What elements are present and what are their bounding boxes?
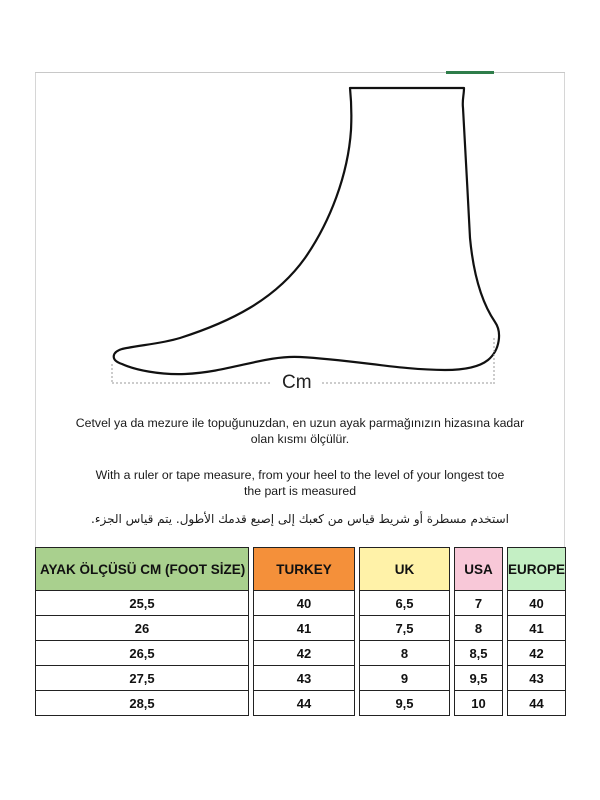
table-row [36, 641, 566, 666]
instruction-turkish-line-1: Cetvel ya da mezure ile topuğunuzdan, en uzun ayak parmağınızın hizasına kadar [75, 416, 525, 430]
cell-turkey: 43 [254, 666, 355, 691]
instruction-english [60, 467, 540, 499]
instruction-english-line-1: With a ruler or tape measure, from your heel to the level of your longest toe [95, 468, 505, 482]
table-row [36, 591, 566, 616]
cell-turkey: 44 [254, 691, 355, 716]
cell-usa: 9,5 [455, 666, 503, 691]
table-header-row [36, 548, 566, 591]
cell-europe: 40 [508, 591, 566, 616]
size-conversion-table [35, 547, 566, 716]
table-row [36, 666, 566, 691]
header-usa: USA [455, 548, 503, 591]
cell-turkey: 41 [254, 616, 355, 641]
header-uk: UK [360, 548, 450, 591]
instruction-turkish [60, 415, 540, 447]
cell-uk: 6,5 [360, 591, 450, 616]
header-foot-size: AYAK ÖLÇÜSÜ CM (FOOT SİZE) [36, 548, 249, 591]
cell-foot-cm: 26 [36, 616, 249, 641]
cell-uk: 7,5 [360, 616, 450, 641]
instruction-arabic: استخدم مسطرة أو شريط قياس من كعبك إلى إصبع قدمك الأطول. يتم قياس الجزء. [91, 512, 509, 526]
foot-outline-icon [114, 88, 499, 374]
cell-europe: 42 [508, 641, 566, 666]
cell-turkey: 40 [254, 591, 355, 616]
cell-usa: 7 [455, 591, 503, 616]
cell-usa: 8,5 [455, 641, 503, 666]
cell-uk: 9 [360, 666, 450, 691]
cell-foot-cm: 28,5 [36, 691, 249, 716]
cell-usa: 10 [455, 691, 503, 716]
cell-foot-cm: 26,5 [36, 641, 249, 666]
cell-foot-cm: 27,5 [36, 666, 249, 691]
header-turkey: TURKEY [254, 548, 355, 591]
cell-usa: 8 [455, 616, 503, 641]
cell-foot-cm: 25,5 [36, 591, 249, 616]
cell-turkey: 42 [254, 641, 355, 666]
cell-europe: 43 [508, 666, 566, 691]
table-row [36, 691, 566, 716]
instruction-turkish-line-2: olan kısmı ölçülür. [250, 432, 350, 446]
table-row [36, 616, 566, 641]
cell-uk: 8 [360, 641, 450, 666]
instruction-english-line-2: the part is measured [243, 484, 357, 498]
header-europe: EUROPE [508, 548, 566, 591]
cell-europe: 41 [508, 616, 566, 641]
cell-europe: 44 [508, 691, 566, 716]
cell-uk: 9,5 [360, 691, 450, 716]
measure-unit-label: Cm [282, 372, 312, 393]
